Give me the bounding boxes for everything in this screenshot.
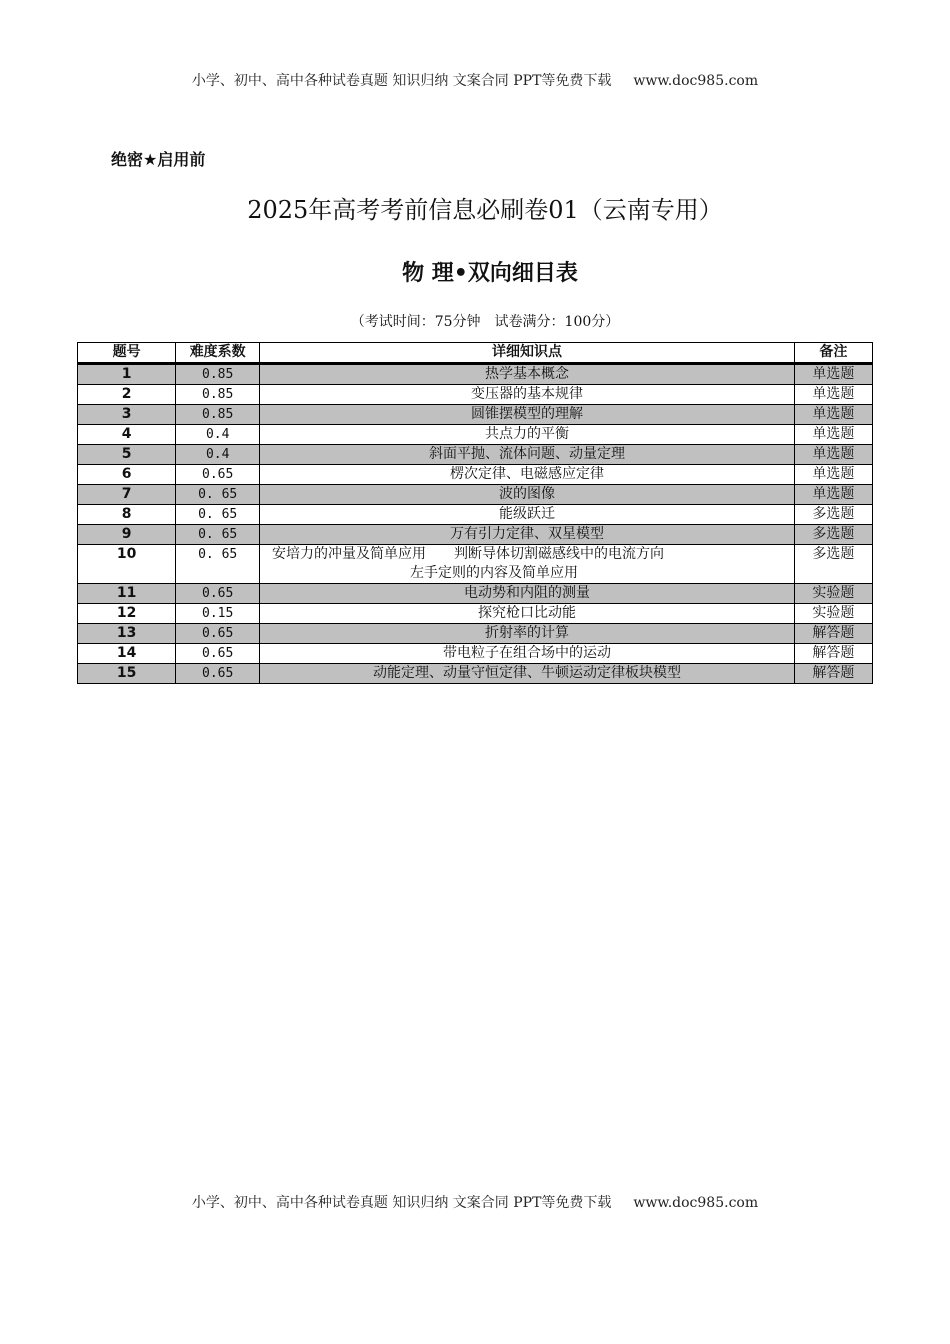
- cell-topic: 电动势和内阻的测量: [260, 584, 795, 604]
- specification-table: [77, 342, 873, 684]
- cell-number: 12: [78, 604, 176, 624]
- cell-difficulty: 0.85: [176, 385, 260, 405]
- cell-topic: 动能定理、动量守恒定律、牛顿运动定律板块模型: [260, 664, 795, 684]
- cell-difficulty: 0.85: [176, 405, 260, 425]
- table-body: [78, 364, 873, 684]
- cell-note: 解答题: [794, 624, 872, 644]
- column-header-topic: 详细知识点: [260, 343, 795, 364]
- cell-number: 6: [78, 465, 176, 485]
- cell-number: 11: [78, 584, 176, 604]
- table-row: [78, 364, 873, 385]
- cell-topic: 折射率的计算: [260, 624, 795, 644]
- table-row: [78, 604, 873, 624]
- table-header-row: [78, 343, 873, 364]
- cell-number: 14: [78, 644, 176, 664]
- cell-topic: 热学基本概念: [260, 364, 795, 385]
- cell-topic: 万有引力定律、双星模型: [260, 525, 795, 545]
- header-text: 小学、初中、高中各种试卷真题 知识归纳 文案合同 PPT等免费下载: [191, 73, 612, 89]
- column-header-note: 备注: [794, 343, 872, 364]
- cell-topic: 波的图像: [260, 485, 795, 505]
- cell-topic: 斜面平抛、流体问题、动量定理: [260, 445, 795, 465]
- cell-note: 单选题: [794, 405, 872, 425]
- table-row: [78, 525, 873, 545]
- cell-topic: 楞次定律、电磁感应定律: [260, 465, 795, 485]
- table-row: [78, 385, 873, 405]
- cell-difficulty: 0.4: [176, 425, 260, 445]
- cell-difficulty: 0.4: [176, 445, 260, 465]
- cell-difficulty: 0.65: [176, 644, 260, 664]
- page-header: [0, 70, 950, 90]
- header-site-link[interactable]: www.doc985.com: [633, 73, 759, 89]
- cell-note: 解答题: [794, 644, 872, 664]
- cell-topic: [260, 545, 795, 584]
- cell-number: 4: [78, 425, 176, 445]
- exam-info: （考试时间：75分钟 试卷满分：100分）: [350, 314, 620, 330]
- cell-difficulty: 0.15: [176, 604, 260, 624]
- cell-note: 单选题: [794, 425, 872, 445]
- cell-difficulty: 0.65: [176, 584, 260, 604]
- cell-note: 实验题: [794, 604, 872, 624]
- cell-difficulty: 0.65: [176, 664, 260, 684]
- cell-note: 单选题: [794, 465, 872, 485]
- cell-note: 多选题: [794, 525, 872, 545]
- table-row: [78, 405, 873, 425]
- cell-difficulty: 0.85: [176, 364, 260, 385]
- table-row: [78, 584, 873, 604]
- cell-number: 7: [78, 485, 176, 505]
- cell-note: 多选题: [794, 545, 872, 584]
- document-title: 2025年高考考前信息必刷卷01（云南专用）: [247, 196, 723, 224]
- cell-note: 解答题: [794, 664, 872, 684]
- cell-difficulty: 0. 65: [176, 525, 260, 545]
- footer-text: 小学、初中、高中各种试卷真题 知识归纳 文案合同 PPT等免费下载: [191, 1195, 612, 1211]
- cell-difficulty: 0.65: [176, 465, 260, 485]
- cell-difficulty: 0. 65: [176, 485, 260, 505]
- table-row: [78, 624, 873, 644]
- table-row: [78, 505, 873, 525]
- footer-site-link[interactable]: www.doc985.com: [633, 1195, 759, 1211]
- column-header-number: 题号: [78, 343, 176, 364]
- cell-topic: 变压器的基本规律: [260, 385, 795, 405]
- cell-number: 5: [78, 445, 176, 465]
- cell-number: 2: [78, 385, 176, 405]
- cell-note: 实验题: [794, 584, 872, 604]
- table-row: [78, 545, 873, 584]
- table-row: [78, 425, 873, 445]
- cell-note: 单选题: [794, 364, 872, 385]
- cell-topic: 探究枪口比动能: [260, 604, 795, 624]
- table-row: [78, 445, 873, 465]
- cell-note: 单选题: [794, 385, 872, 405]
- cell-topic: 圆锥摆模型的理解: [260, 405, 795, 425]
- cell-number: 13: [78, 624, 176, 644]
- table-row: [78, 644, 873, 664]
- table-row: [78, 664, 873, 684]
- cell-topic: 能级跃迁: [260, 505, 795, 525]
- classification-label: 绝密★启用前: [111, 150, 206, 169]
- column-header-difficulty: 难度系数: [176, 343, 260, 364]
- cell-number: 10: [78, 545, 176, 584]
- cell-note: 单选题: [794, 445, 872, 465]
- cell-topic-line-2: 左手定则的内容及简单应用: [410, 565, 579, 581]
- cell-difficulty: 0. 65: [176, 545, 260, 584]
- cell-topic-line-1: 安培力的冲量及简单应用 判断导体切割磁感线中的电流方向: [272, 546, 665, 562]
- cell-topic: 带电粒子在组合场中的运动: [260, 644, 795, 664]
- document-subtitle: 物 理•双向细目表: [402, 261, 578, 286]
- table-row: [78, 485, 873, 505]
- cell-number: 15: [78, 664, 176, 684]
- cell-number: 1: [78, 364, 176, 385]
- cell-difficulty: 0. 65: [176, 505, 260, 525]
- cell-number: 3: [78, 405, 176, 425]
- page-footer: [0, 1192, 950, 1212]
- cell-number: 8: [78, 505, 176, 525]
- cell-number: 9: [78, 525, 176, 545]
- cell-note: 多选题: [794, 505, 872, 525]
- table-row: [78, 465, 873, 485]
- cell-note: 单选题: [794, 485, 872, 505]
- cell-topic: 共点力的平衡: [260, 425, 795, 445]
- cell-difficulty: 0.65: [176, 624, 260, 644]
